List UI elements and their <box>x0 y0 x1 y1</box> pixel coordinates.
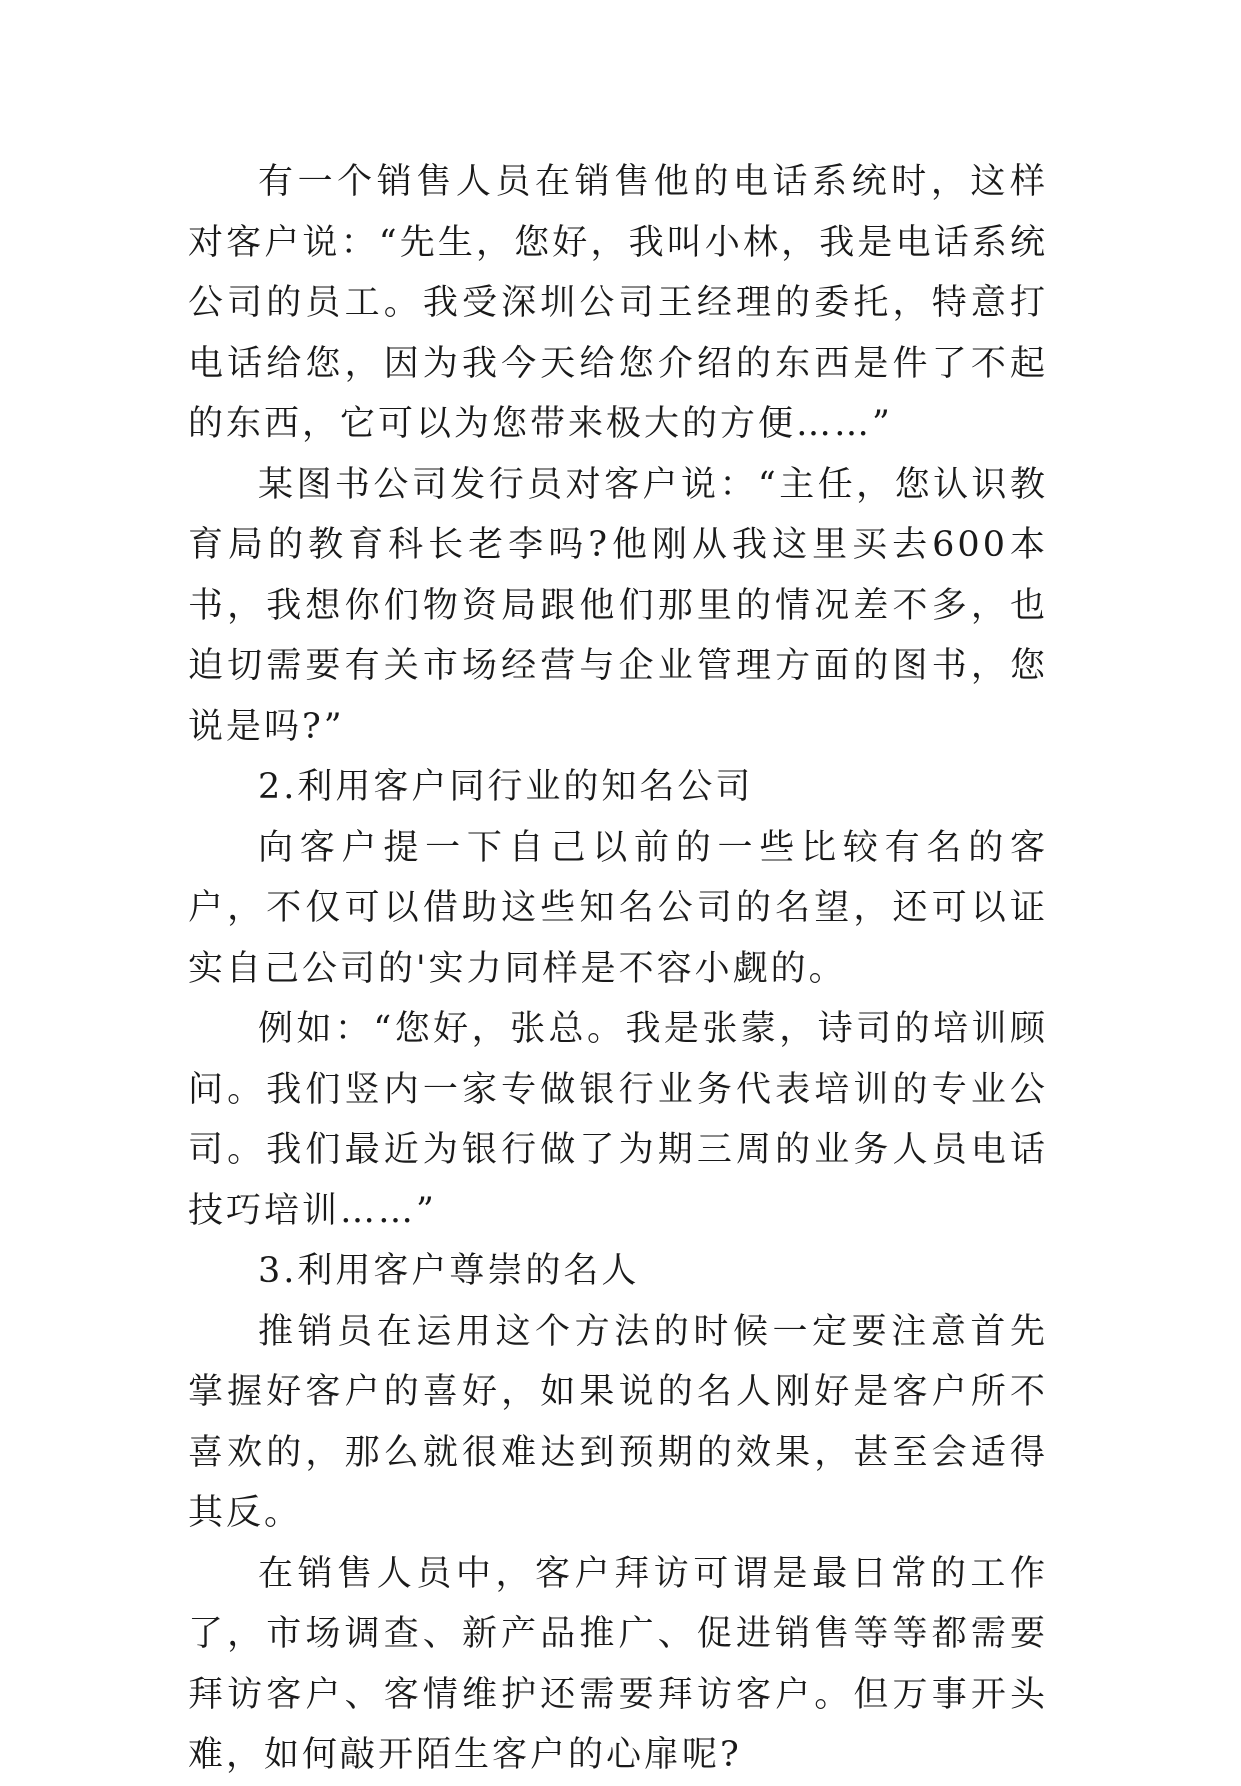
paragraph-famous-clients: 向客户提一下自己以前的一些比较有名的客户，不仅可以借助这些知名公司的名望，还可以证实自己公司的'实力同样是不容小觑的。 <box>188 827 1048 989</box>
paragraph-phone-system-example: 有一个销售人员在销售他的电话系统时，这样对客户说：“先生，您好，我叫小林，我是电话系统公司的员工。我受深圳公司王经理的委托，特意打电话给您，因为我今天给您介绍的东西是件了不起的东西，它可以为您带来极大的方便……” <box>188 162 1048 444</box>
document-body <box>188 152 1048 1786</box>
paragraph-celebrity-method: 推销员在运用这个方法的时候一定要注意首先掌握好客户的喜好，如果说的名人刚好是客户所不喜欢的，那么就很难达到预期的效果，甚至会适得其反。 <box>188 1311 1048 1533</box>
paragraph-bookstore-example: 某图书公司发行员对客户说：“主任，您认识教育局的教育科长老李吗?他刚从我这里买去600本书，我想你们物资局跟他们那里的情况差不多，也迫切需要有关市场经营与企业管理方面的图书，您说是吗?” <box>188 464 1048 747</box>
paragraph-customer-visits: 在销售人员中，客户拜访可谓是最日常的工作了，市场调查、新产品推广、促进销售等等都需要拜访客户、客情维护还需要拜访客户。但万事开头难，如何敲开陌生客户的心扉呢? <box>188 1553 1048 1775</box>
section-heading-2: 2.利用客户同行业的知名公司 <box>258 767 754 807</box>
section-heading-3: 3.利用客户尊崇的名人 <box>258 1251 640 1291</box>
paragraph-training-example: 例如：“您好，张总。我是张蒙，诗司的培训顾问。我们竖内一家专做银行业务代表培训的专业公司。我们最近为银行做了为期三周的业务人员电话技巧培训……” <box>188 1009 1048 1231</box>
